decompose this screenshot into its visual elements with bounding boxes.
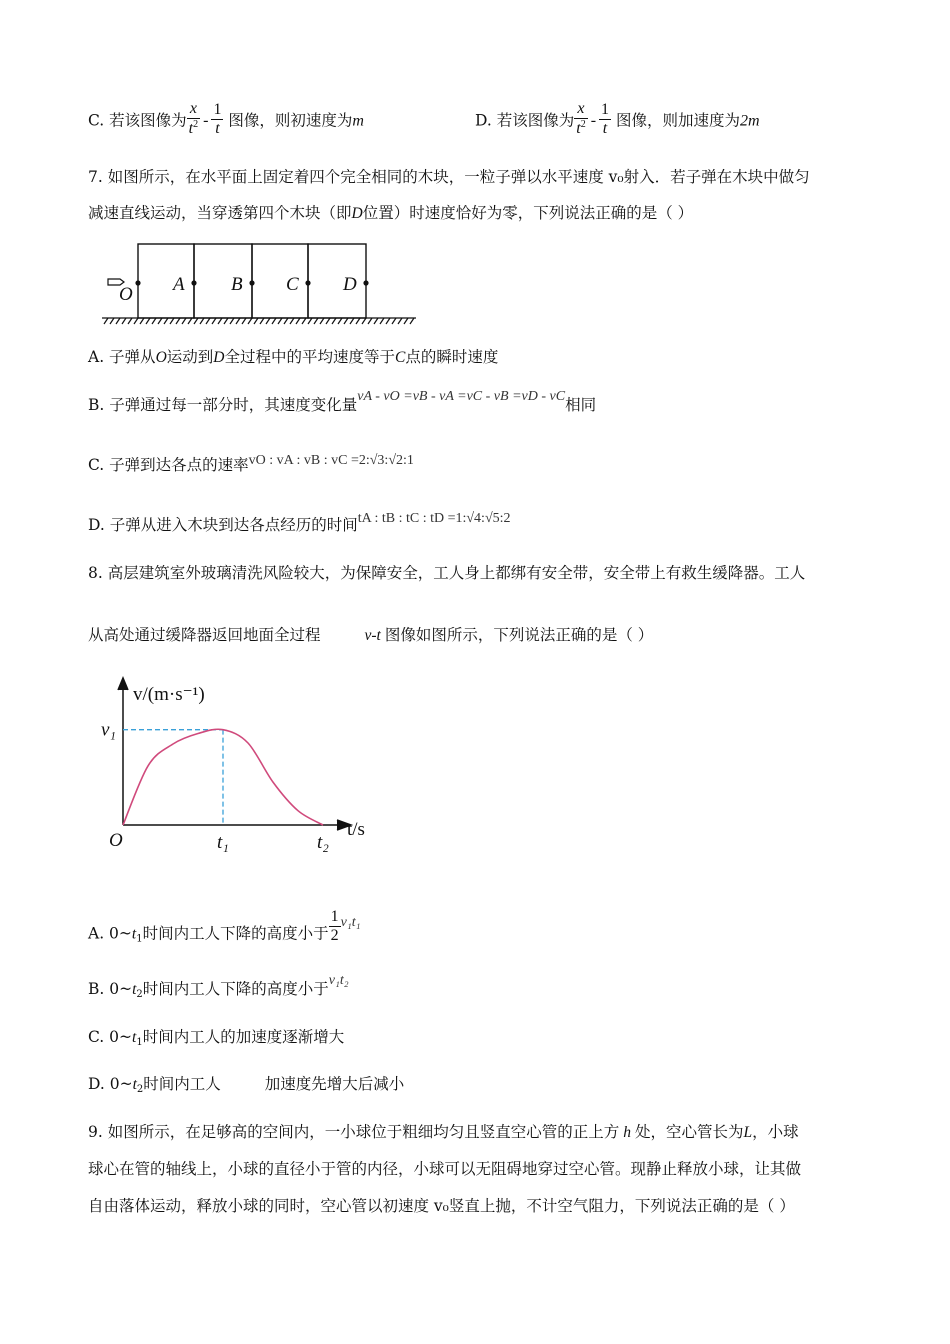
frac-denominator: t — [188, 120, 194, 138]
label-o: O — [119, 284, 133, 305]
stem-text: 图像如图所示，下列说法正确的是（ ） — [384, 626, 654, 644]
var: C — [395, 349, 406, 366]
option-text: C. 若该图像为 — [88, 111, 187, 130]
subscript: 1 — [136, 1037, 143, 1048]
value: 2m — [739, 112, 760, 130]
origin-label: O — [109, 830, 123, 851]
exponent: 2 — [193, 119, 199, 131]
fraction — [599, 101, 611, 139]
option-text: A. 0~ — [88, 924, 132, 943]
q8-option-b — [88, 973, 349, 1000]
option-text: A. 子弹从 — [88, 348, 156, 366]
q9-stem-line1 — [88, 1125, 799, 1141]
fraction — [187, 100, 200, 139]
subscript: 1 — [136, 933, 143, 945]
var: t — [132, 981, 137, 998]
q9-stem-line3: 自由落体运动，释放小球的同时，空心管以初速度 v₀竖直上抛，不计空气阻力，下列说法正确的是（ ） — [88, 1197, 795, 1215]
q7-option-d — [88, 511, 511, 534]
q8-option-a — [88, 908, 360, 946]
q8-option-c — [88, 1030, 344, 1048]
var: O — [155, 349, 167, 366]
q7-option-b — [88, 389, 597, 414]
point-o — [135, 280, 140, 285]
subscript: 2 — [136, 989, 143, 1000]
subscript: 2 — [136, 1084, 144, 1095]
q6-option-d — [475, 100, 760, 139]
option-text: B. 子弹通过每一部分时，其速度变化量 — [88, 396, 358, 414]
x-axis-label: t/s — [347, 819, 365, 840]
frac-denominator: 2 — [330, 927, 339, 945]
point-c — [305, 280, 310, 285]
option-text: 相同 — [565, 396, 597, 414]
point-dots — [135, 280, 368, 285]
option-text: 时间内工人下降的高度小于 — [142, 980, 329, 998]
x-tick-label: t₂ — [317, 832, 329, 853]
q7-option-c — [88, 453, 414, 474]
option-text: 运动到 — [166, 348, 214, 366]
q7-option-a — [88, 350, 498, 366]
frac-numerator: x — [187, 100, 200, 119]
option-text: 加速度先增大后减小 — [264, 1075, 405, 1093]
wood-blocks-figure — [100, 240, 420, 330]
y-axis-label: v/(m·s⁻¹) — [133, 684, 205, 705]
frac-denominator: t — [215, 120, 220, 138]
q6-option-c — [88, 100, 364, 139]
frac-denominator: t — [602, 120, 608, 138]
q7-stem-line1: 7. 如图所示，在水平面上固定着四个完全相同的木块，一粒子弹以水平速度 v₀射入．若子弹在木块中做匀 — [88, 168, 810, 186]
frac-numerator: 1 — [330, 908, 339, 925]
label-c: C — [286, 274, 299, 295]
q8-option-d — [88, 1077, 404, 1095]
q7-stem-line2 — [88, 206, 693, 222]
var: t — [132, 1076, 137, 1093]
block-2 — [194, 244, 252, 318]
var: t — [131, 925, 137, 943]
frac-numerator: 1 — [599, 101, 611, 120]
q9-stem-line2: 球心在管的轴线上，小球的直径小于管的内径，小球可以无阻碍地穿过空心管。现静止释放小球，让其做 — [88, 1160, 802, 1178]
point-d — [363, 280, 368, 285]
label-b: B — [231, 274, 243, 295]
exponent: 2 — [580, 119, 586, 131]
formula: vO : vA : vB : vC =2:√3:√2:1 — [248, 453, 414, 468]
fraction — [329, 908, 341, 946]
formula: vA - vO =vB - vA =vC - vB =vD - vC — [357, 389, 566, 404]
q8-stem-line2 — [88, 628, 653, 644]
y-tick-label: v₁ — [101, 719, 117, 741]
stem-text: 从高处通过缓降器返回地面全过程 — [88, 626, 321, 644]
fraction — [211, 101, 223, 139]
option-text: 全过程中的平均速度等于 — [224, 348, 395, 366]
option-text: C. 子弹到达各点的速率 — [88, 456, 249, 474]
ground — [102, 318, 416, 324]
option-text: D. 若该图像为 — [475, 111, 575, 130]
stem-text: 减速直线运动，当穿透第四个木块（即 — [88, 204, 352, 222]
stem-var: D — [351, 205, 363, 222]
option-text: 图像，则加速度为 — [611, 111, 740, 130]
option-text: 时间内工人的加速度逐渐增大 — [142, 1028, 345, 1046]
stem-var: v-t — [364, 627, 381, 644]
fraction — [574, 100, 587, 139]
stem-text: 位置）时速度恰好为零，下列说法正确的是（ ） — [362, 204, 694, 222]
frac-numerator: x — [574, 100, 587, 119]
frac-numerator: 1 — [211, 101, 223, 120]
formula: v₁t₁ — [340, 915, 361, 931]
label-a: A — [173, 274, 185, 295]
point-a — [191, 280, 196, 285]
option-text: C. 0~ — [88, 1028, 133, 1046]
frac-denominator: t — [576, 120, 581, 138]
minus-sign: - — [203, 112, 209, 130]
option-text: B. 0~ — [88, 980, 133, 998]
stem-var: h — [623, 1124, 631, 1141]
block-3 — [252, 244, 308, 318]
option-text: 点的瞬时速度 — [405, 348, 499, 366]
var: D — [213, 349, 225, 366]
label-d: D — [343, 274, 357, 295]
point-b — [249, 280, 254, 285]
stem-text: ，小球 — [752, 1123, 799, 1141]
vt-chart — [95, 670, 385, 860]
formula: v₁t₂ — [328, 973, 349, 988]
option-text: D. 子弹从进入木块到达各点经历的时间 — [88, 516, 358, 534]
formula: tA : tB : tC : tD =1:√4:√5:2 — [357, 511, 511, 526]
y-axis-arrow — [118, 678, 128, 690]
block-4 — [308, 244, 366, 318]
option-text: D. 0~ — [88, 1075, 133, 1093]
value: m — [352, 112, 364, 130]
stem-text: 处，空心管长为 — [634, 1123, 744, 1141]
stem-var: L — [743, 1124, 753, 1141]
stem-text: 9. 如图所示，在足够高的空间内，一小球位于粗细均匀且竖直空心管的正上方 — [88, 1123, 620, 1141]
q8-stem-line1: 8. 高层建筑室外玻璃清洗风险较大，为保障安全，工人身上都绑有安全带，安全带上有救生缓降器。工人 — [88, 564, 806, 582]
option-text: 时间内工人 — [143, 1075, 221, 1093]
block-1 — [138, 244, 194, 318]
minus-sign: - — [590, 112, 597, 130]
option-text: 时间内工人下降的高度小于 — [142, 924, 329, 943]
var: t — [132, 1029, 137, 1046]
option-text: 图像，则初速度为 — [223, 111, 353, 130]
x-tick-label: t₁ — [217, 832, 229, 853]
